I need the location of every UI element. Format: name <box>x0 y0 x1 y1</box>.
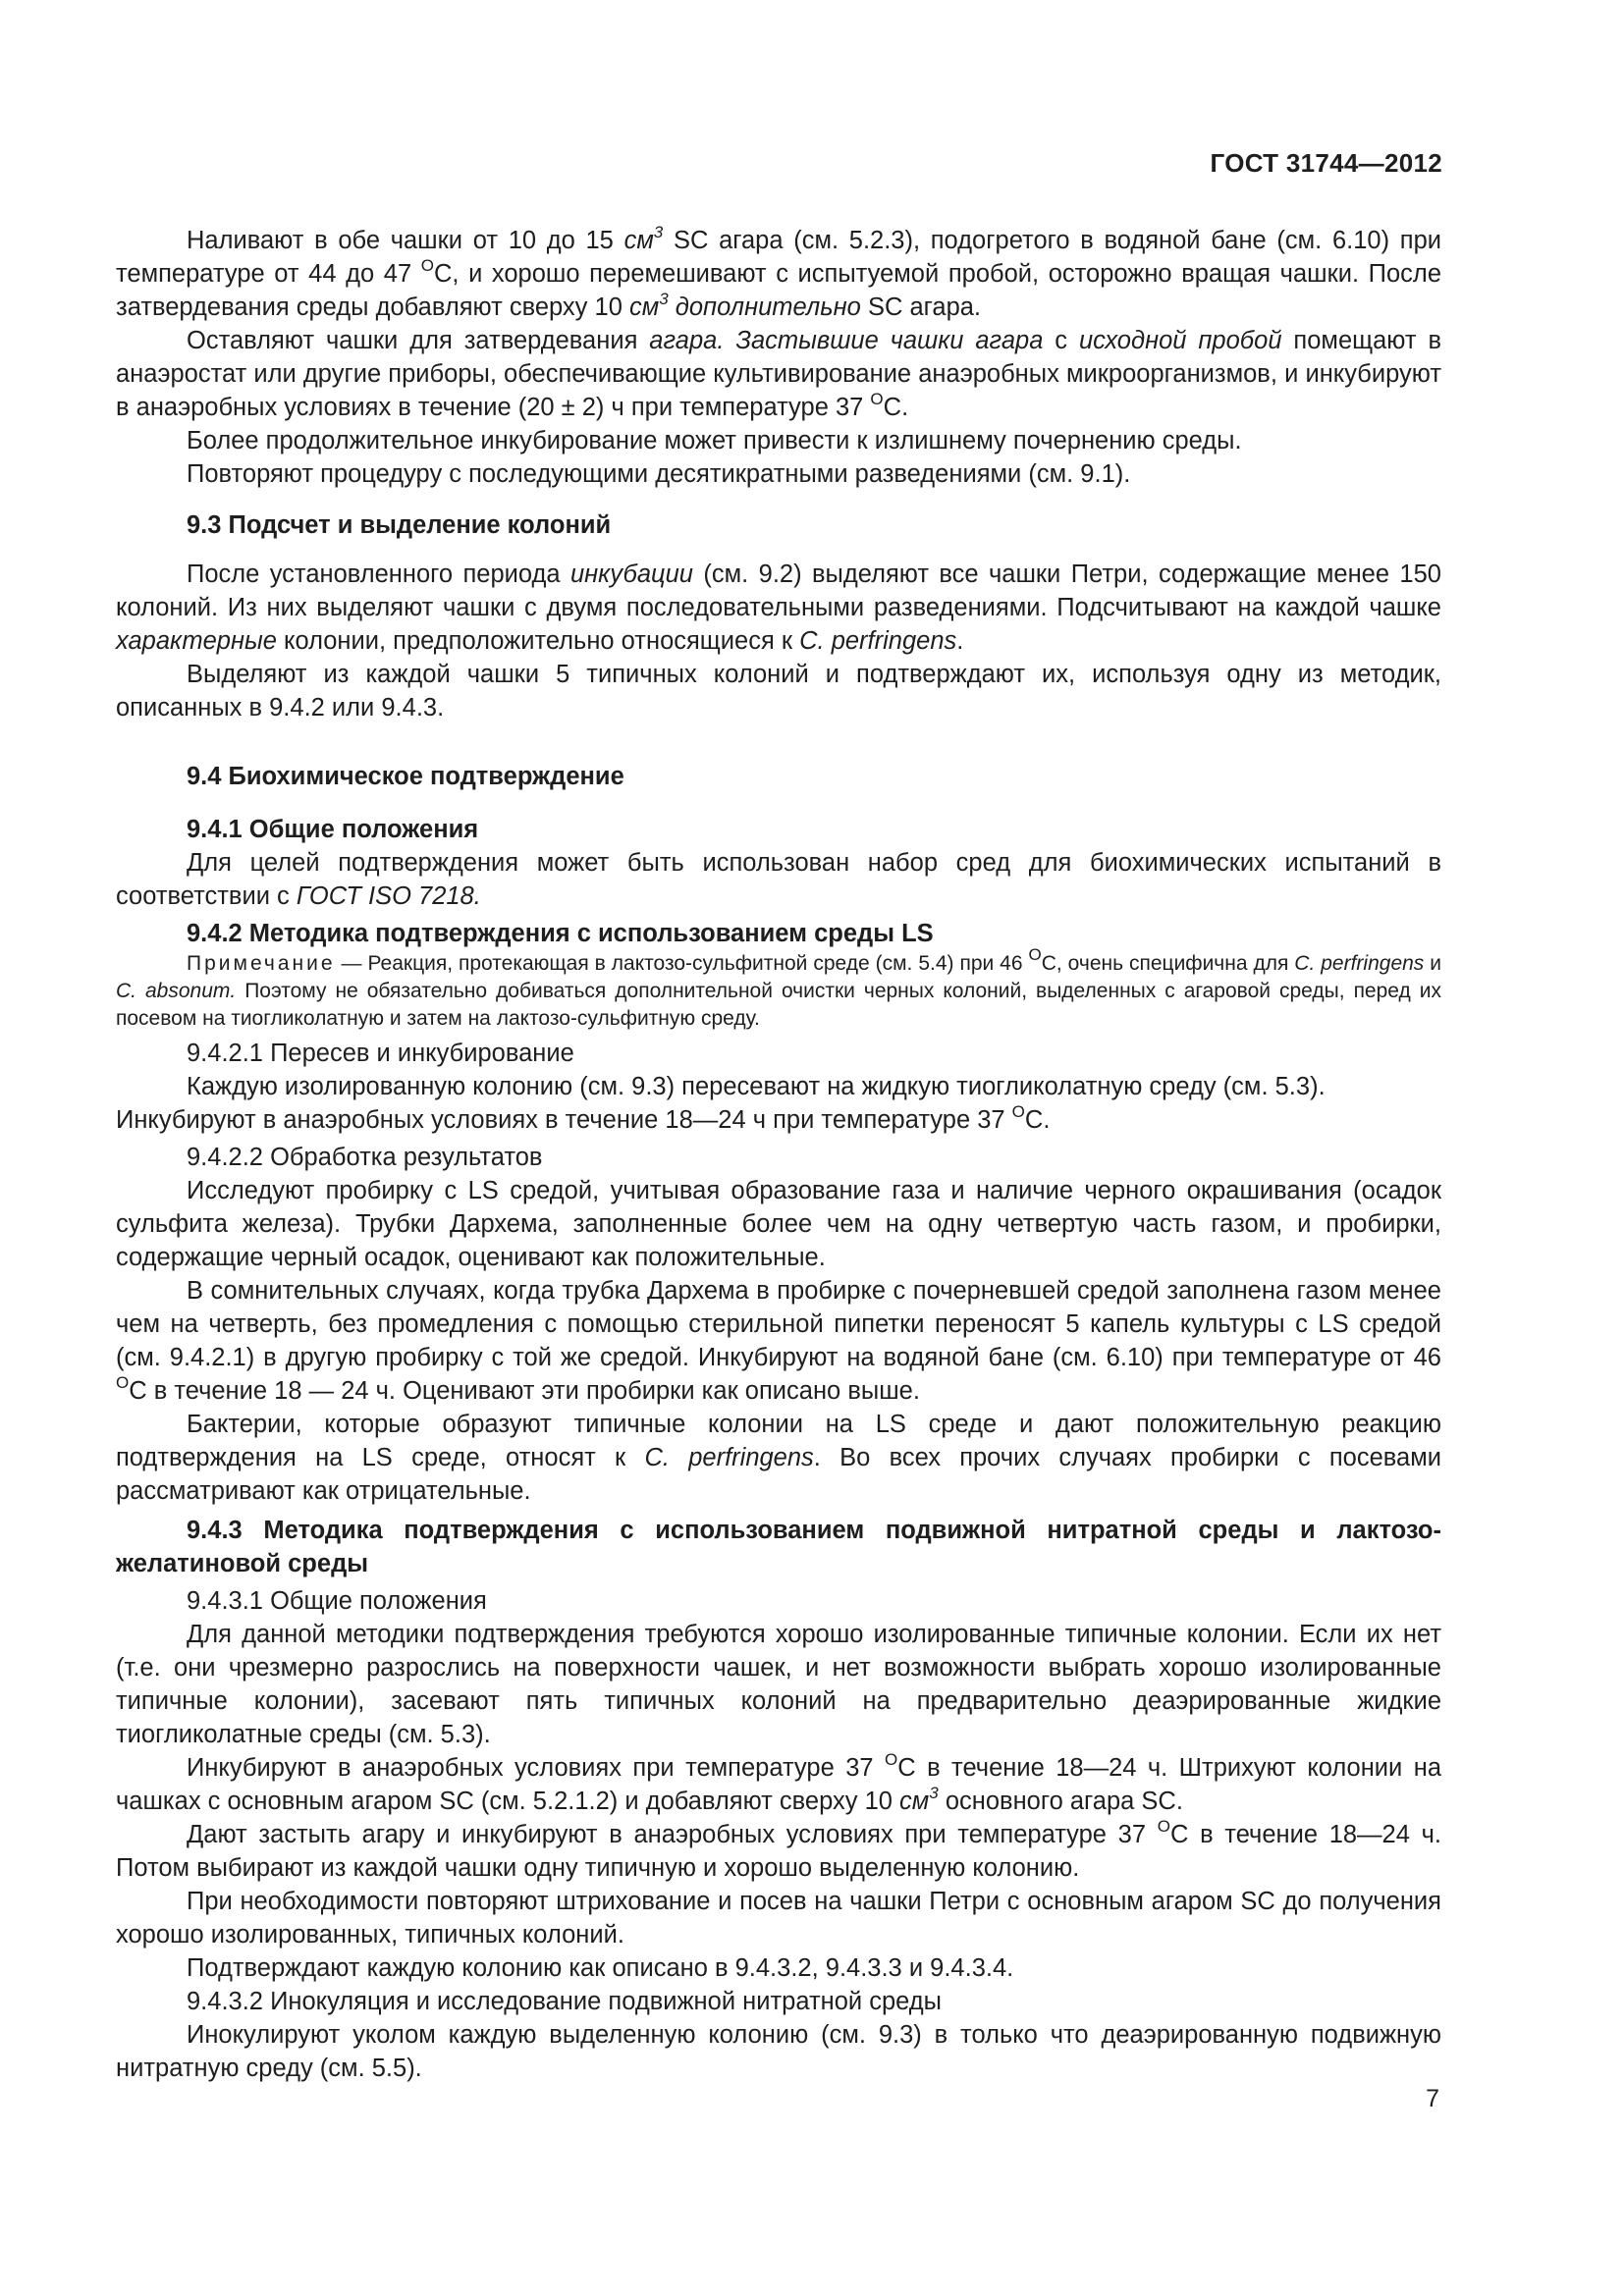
paragraph: Наливают в обе чашки от 10 до 15 $см^3$ SC агара (см. 5.2.3), подогретого в водяной бане (см. 6.10) при температуре от 44 до 47 $^О$С, и хорошо перемешивают с испытуемой пробой, осторожно вращая чашки. После затвердевания среды добавляют сверху 10 $см^3$ дополнительно SC агара. <box>116 222 1441 321</box>
paragraph: Каждую изолированную колонию (см. 9.3) пересевают на жидкую тиогликолатную среду (см. 5.3). <box>187 1073 1326 1100</box>
section-heading-9-3: 9.3 Подсчет и выделение колоний <box>187 511 612 539</box>
paragraph: Оставляют чашки для затвердевания агара. Застывшие чашки агара с исходной пробой помещают в анаэростат или другие приборы, обеспечивающие культивирование анаэробных микроорганизмов, и инкубируют в анаэробных условиях в течение (20 ± 2) ч при температуре 37 $^О$С. <box>116 327 1441 421</box>
paragraph: Инкубируют в анаэробных условиях при температуре 37 $^О$С в течение 18—24 ч. Штрихуют колонии на чашках с основным агаром SC (см. 5.2.1.2) и добавляют сверху 10 $см^3$ основного агара SC. <box>116 1749 1441 1815</box>
note: Примечание — Реакция, протекающая в лактозо-сульфитной среде (см. 5.4) при 46 $^О$С, очень специфична для C. perfringens и C. absonum. Поэтому не обязательно добиваться дополнительной очистки черных колоний, выделенных с агаровой среды, перед их посевом на тиогликолатную и затем на лактозо-сульфитную среду. <box>116 945 1441 1030</box>
paragraph: Для целей подтверждения может быть использован набор сред для биохимических испытаний в соответствии с ГОСТ ISO 7218. <box>116 849 1441 910</box>
paragraph: Инкубируют в анаэробных условиях в течение 18—24 ч при температуре 37 $^О$С. <box>116 1101 1051 1134</box>
paragraph: Бактерии, которые образуют типичные колонии на LS среде и дают положительную реакцию подтверждения на LS среде, относят к C. perfringens. Во всех прочих случаях пробирки с посевами рассматривают как отрицательные. <box>116 1411 1441 1505</box>
document-body <box>116 224 1441 2085</box>
paragraph: После установленного периода инкубации (см. 9.2) выделяют все чашки Петри, содержащие менее 150 колоний. Из них выделяют чашки с двумя последовательными разведениями. Подсчитывают на каждой чашке характерные колонии, предположительно относящиеся к C. perfringens. <box>116 561 1441 655</box>
document-code: ГОСТ 31744—2012 <box>1210 148 1442 178</box>
paragraph: Более продолжительное инкубирование может привести к излишнему почернению среды. <box>187 427 1242 454</box>
section-heading-9-4-2: 9.4.2 Методика подтверждения с использованием среды LS <box>187 920 934 947</box>
section-heading-9-4: 9.4 Биохимическое подтверждение <box>187 763 624 790</box>
paragraph: В сомнительных случаях, когда трубка Дархема в пробирке с почерневшей средой заполнена газом менее чем на четверть, без промедления с помощью стерильной пипетки переносят 5 капель культуры с LS средой (см. 9.4.2.1) в другую пробирку с той же средой. Инкубируют на водяной бане (см. 6.10) при температуре от 46 $^О$С в течение 18 — 24 ч. Оценивают эти пробирки как описано выше. <box>116 1277 1441 1405</box>
subsection-heading-9-4-3-2: 9.4.3.2 Инокуляция и исследование подвижной нитратной среды <box>187 1988 942 2015</box>
paragraph: Инокулируют уколом каждую выделенную колонию (см. 9.3) в только что деаэрированную подвижную нитратную среду (см. 5.5). <box>116 2021 1441 2082</box>
paragraph: Исследуют пробирку с LS средой, учитывая образование газа и наличие черного окрашивания (осадок сульфита железа). Трубки Дархема, заполненные более чем на одну четвертую часть газом, и пробирки, содержащие черный осадок, оценивают как положительные. <box>116 1177 1441 1271</box>
paragraph: Выделяют из каждой чашки 5 типичных колоний и подтверждают их, используя одну из методик, описанных в 9.4.2 или 9.4.3. <box>116 661 1441 721</box>
subsection-heading-9-4-2-1: 9.4.2.1 Пересев и инкубирование <box>187 1040 574 1067</box>
paragraph: При необходимости повторяют штрихование и посев на чашки Петри с основным агаром SC до получения хорошо изолированных, типичных колоний. <box>116 1888 1441 1949</box>
section-heading-9-4-3: 9.4.3 Методика подтверждения с использованием подвижной нитратной среды и лактозо-желатиновой среды <box>116 1517 1441 1577</box>
subsection-heading-9-4-2-2: 9.4.2.2 Обработка результатов <box>187 1144 543 1171</box>
page-number: 7 <box>1426 2085 1439 2112</box>
paragraph: Для данной методики подтверждения требуются хорошо изолированные типичные колонии. Если их нет (т.е. они чрезмерно разрослись на поверхности чашек, и нет возможности выбрать хорошо изолированные типичные колонии), засевают пять типичных колоний на предварительно деаэрированные жидкие тиогликолатные среды (см. 5.3). <box>116 1621 1441 1748</box>
paragraph: Дают застыть агару и инкубируют в анаэробных условиях при температуре 37 $^О$С в течение 18—24 ч. Потом выбирают из каждой чашки одну типичную и хорошо выделенную колонию. <box>116 1816 1441 1882</box>
section-heading-9-4-1: 9.4.1 Общие положения <box>187 816 479 843</box>
paragraph: Повторяют процедуру с последующими десятикратными разведениями (см. 9.1). <box>187 460 1131 488</box>
subsection-heading-9-4-3-1: 9.4.3.1 Общие положения <box>187 1587 487 1615</box>
paragraph: Подтверждают каждую колонию как описано в 9.4.3.2, 9.4.3.3 и 9.4.3.4. <box>187 1954 1014 1982</box>
